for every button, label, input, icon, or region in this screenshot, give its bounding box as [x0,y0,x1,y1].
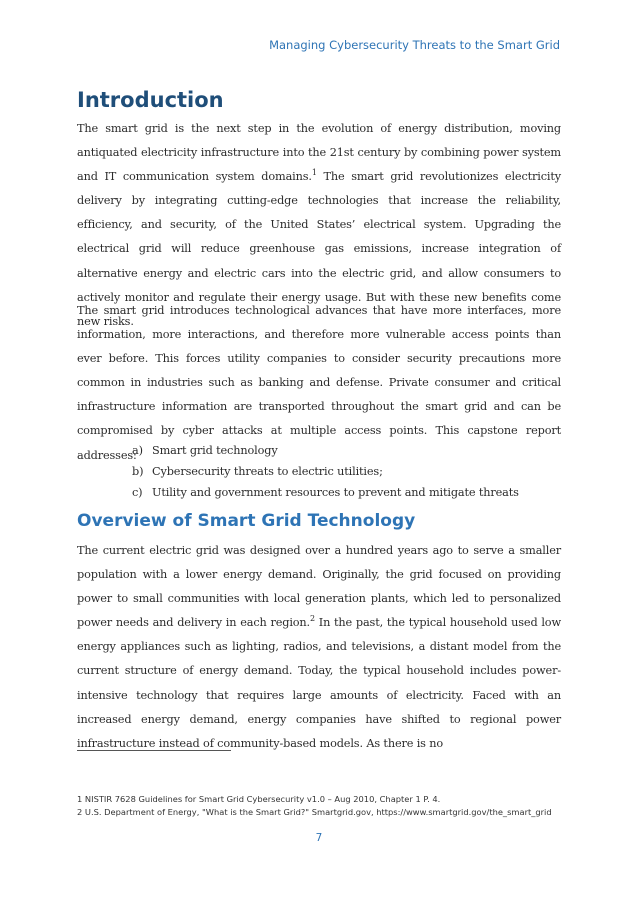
paragraph-text: In the past, the typical household used low energy appliances such as lighting, radios, and televisions, a distant model from the current structure of energy demand. Today, the typical household includes power-intensive technology that requires large amounts of electricity. Faced with an increased energy demand, energy companies have shifted to regional power infrastructure instead of community-based models. As there is no [77,616,561,750]
footnote-separator [77,750,231,751]
footnote-ref-2: 2 [310,614,315,624]
list-marker: b) [132,465,144,478]
list-item [132,482,519,503]
running-header: Managing Cybersecurity Threats to the Smart Grid [269,38,560,52]
introduction-heading: Introduction [77,88,224,112]
footnotes [77,793,567,819]
footnote-2: 2 U.S. Department of Energy, "What is the Smart Grid?" Smartgrid.gov, https://www.smartgrid.gov/the_smart_grid [77,807,552,817]
list-item [132,461,519,482]
list-item-text: Smart grid technology [152,444,278,457]
footnote-ref-1: 1 [311,168,317,178]
list-item-text: Cybersecurity threats to electric utilities; [152,465,383,478]
paragraph-text: The smart grid revolutionizes electricity delivery by integrating cutting-edge technologies that increase the reliability, efficiency, and security, of the United States’ electrical system. Upgrading the electrical grid will reduce greenhouse gas emissions, increase integration of alternative energy and electric cars into the electric grid, and allow consumers to actively monitor and regulate their energy usage. But with these new benefits come new risks. [77,170,561,328]
paragraph-text: The current electric grid was designed over a hundred years ago to serve a smaller population with a lower energy demand. Originally, the grid focused on providing power to small communities with local generation plants, which led to personalized power needs and delivery in each region. [77,544,561,630]
overview-paragraph-1 [77,539,561,756]
paragraph-text: The smart grid is the next step in the evolution of energy distribution, moving antiquated electricity infrastructure into the 21st century by combining power system and IT communication system domains. [77,122,561,184]
list-marker: a) [132,444,143,457]
list-item-text: Utility and government resources to prevent and mitigate threats [152,486,519,499]
overview-heading: Overview of Smart Grid Technology [77,511,416,531]
list-item [132,440,519,461]
page-number: 7 [315,832,323,844]
list-marker: c) [132,486,143,499]
footnote-1: 1 NISTIR 7628 Guidelines for Smart Grid Cybersecurity v1.0 – Aug 2010, Chapter 1 P. 4. [77,794,441,804]
introduction-paragraph-2: The smart grid introduces technological advances that have more interfaces, more information, more interactions, and therefore more vulnerable access points than ever before. This forces utility companies to consider security precautions more common in industries such as banking and defense. Private consumer and critical infrastructure information are transported throughout the smart grid and can be compromised by cyber attacks at multiple access points. This capstone report addresses: [77,304,561,462]
report-topics-list [132,440,519,503]
